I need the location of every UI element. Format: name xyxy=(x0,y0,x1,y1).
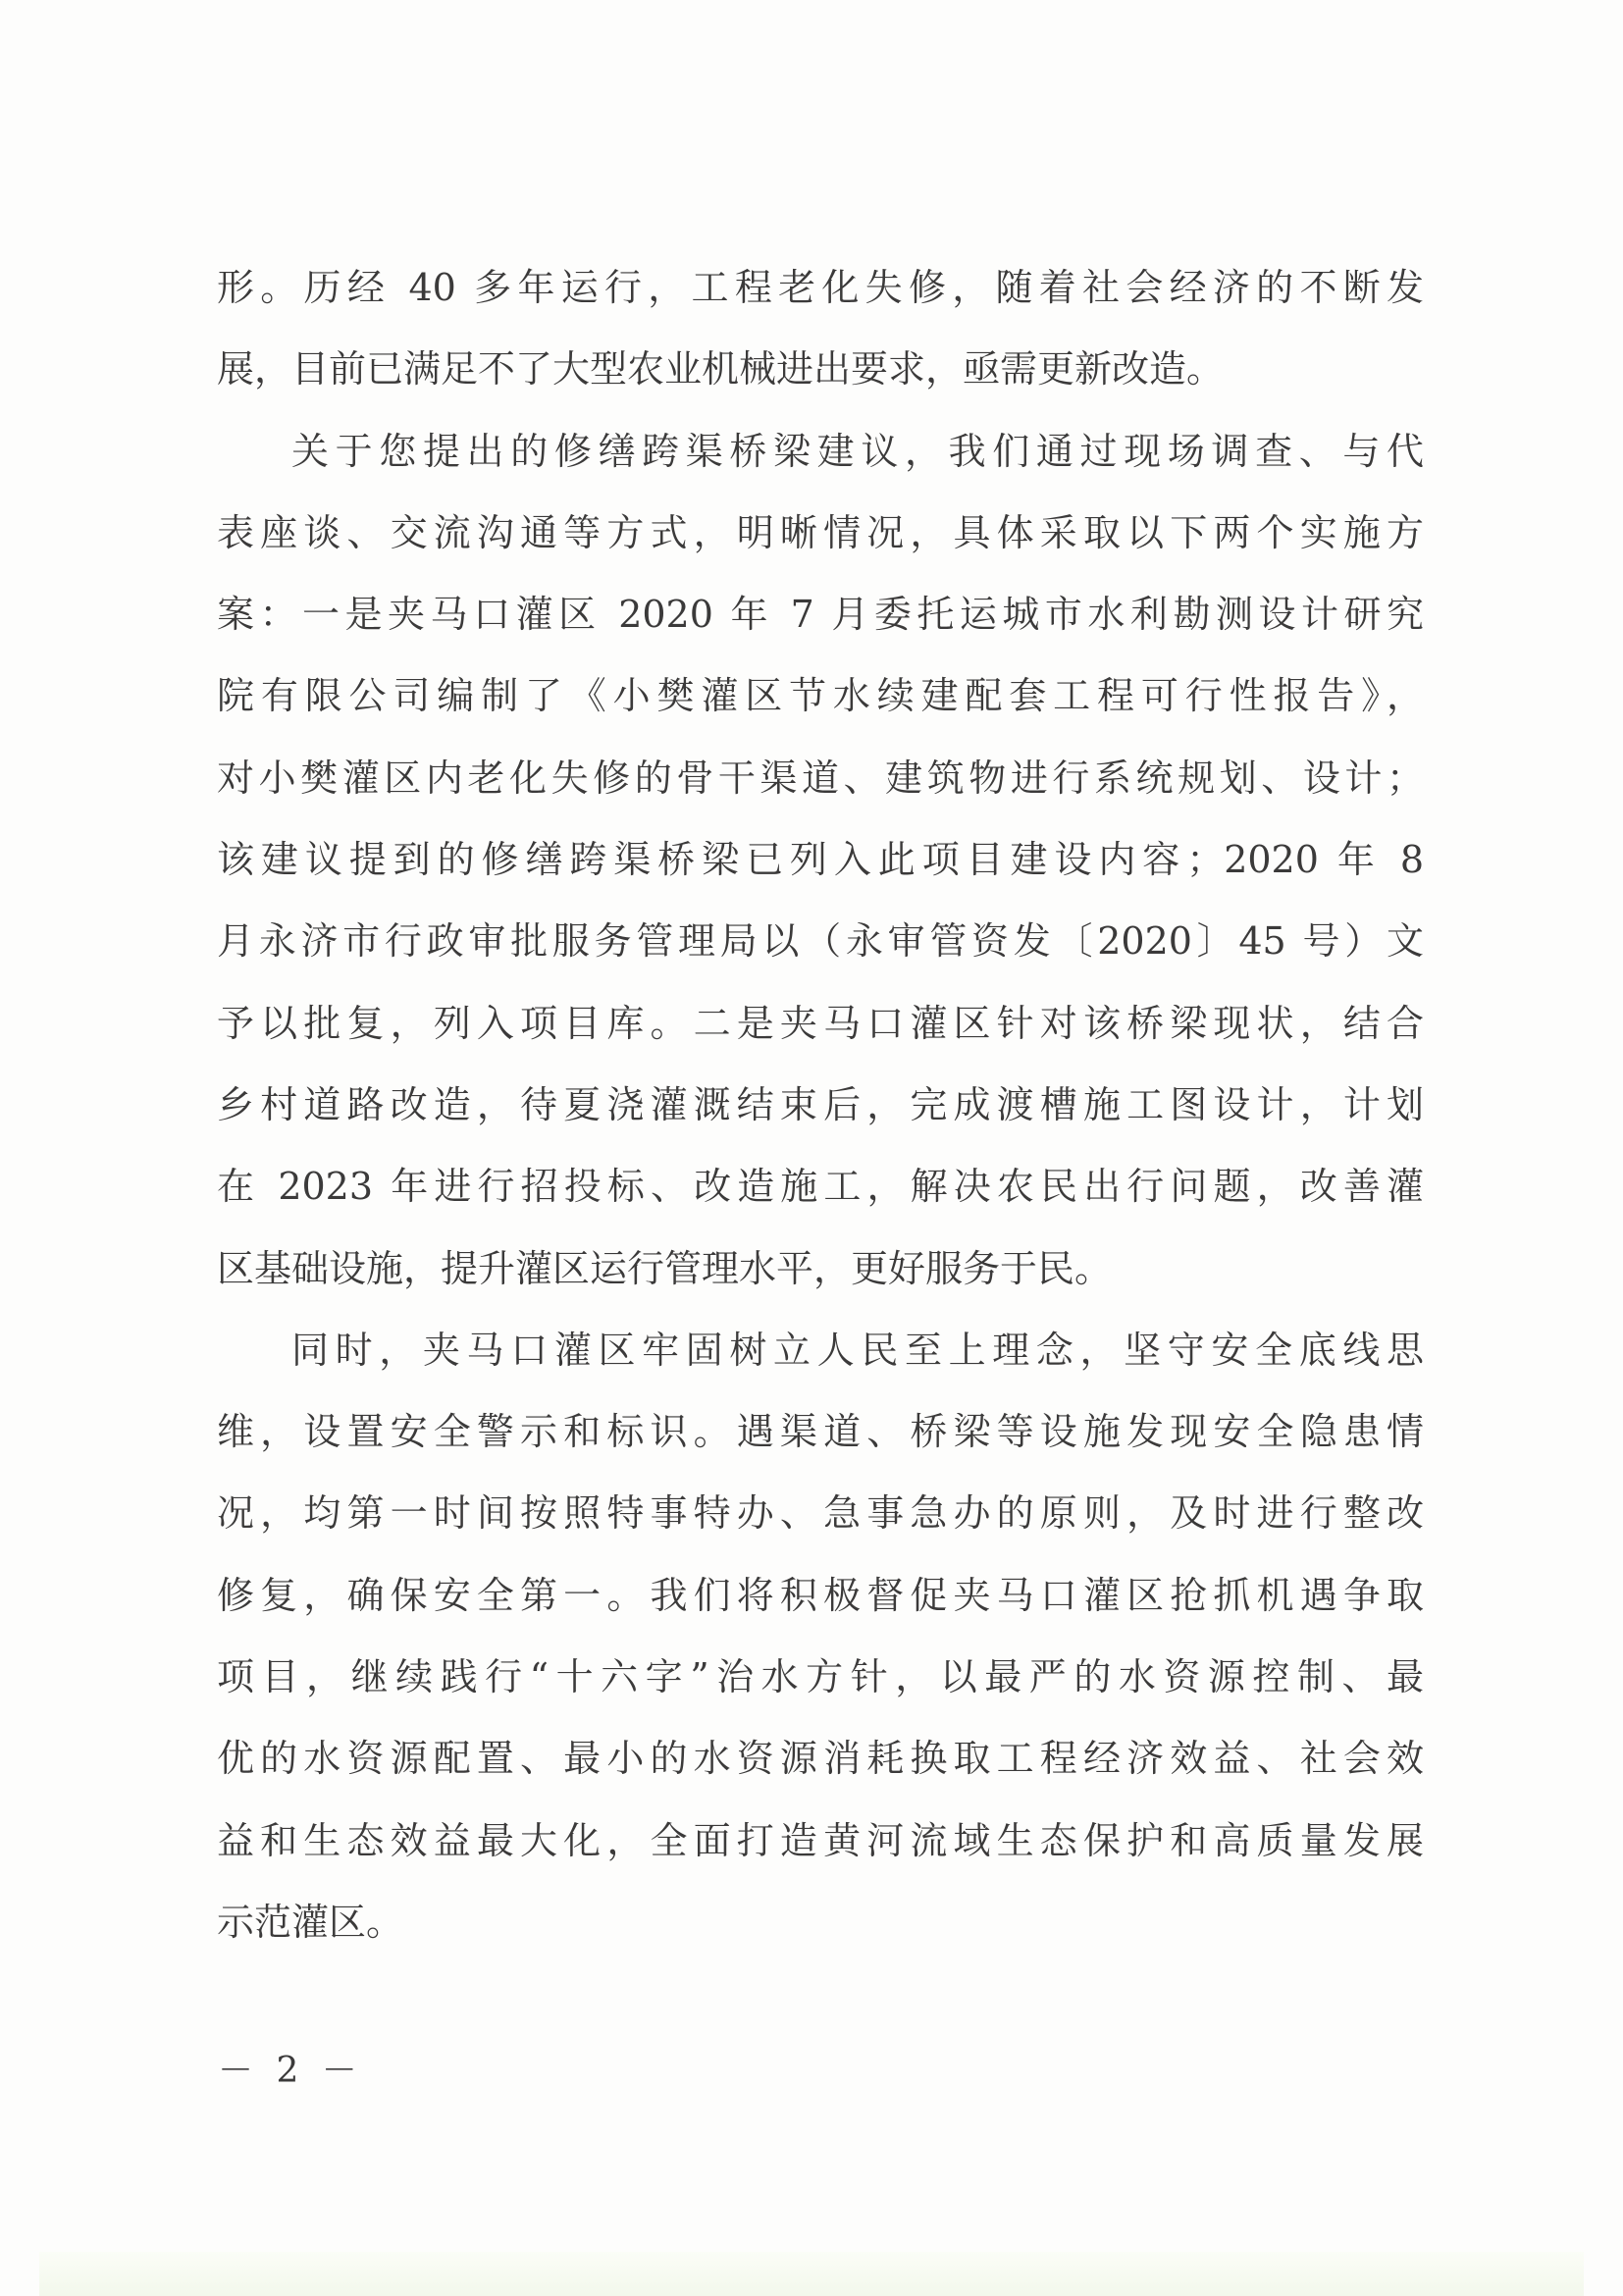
text-line: 在 2023 年进行招投标、改造施工，解决农民出行问题，改善灌 xyxy=(217,1165,1424,1209)
text-line: 对小樊灌区内老化失修的骨干渠道、建筑物进行系统规划、设计； xyxy=(217,756,1424,800)
text-line: 况，均第一时间按照特事特办、急事急办的原则，及时进行整改 xyxy=(217,1491,1424,1536)
text-line: 该建议提到的修缮跨渠桥梁已列入此项目建设内容；2020 年 8 xyxy=(217,838,1424,882)
text-line: 优的水资源配置、最小的水资源消耗换取工程经济效益、社会效 xyxy=(217,1737,1424,1781)
document-body xyxy=(217,247,1424,1963)
text-line: 月永济市行政审批服务管理局以（永审管资发〔2020〕45 号）文 xyxy=(217,919,1424,964)
text-line: 展，目前已满足不了大型农业机械进出要求，亟需更新改造。 xyxy=(217,347,1225,391)
text-line: 修复，确保安全第一。我们将积极督促夹马口灌区抢抓机遇争取 xyxy=(217,1573,1424,1617)
scan-edge xyxy=(39,2252,1584,2296)
text-line: 示范灌区。 xyxy=(217,1900,404,1944)
text-line: 关于您提出的修缮跨渠桥梁建议，我们通过现场调查、与代 xyxy=(291,429,1424,473)
text-line: 形。历经 40 多年运行，工程老化失修，随着社会经济的不断发 xyxy=(217,266,1424,309)
text-line: 益和生态效益最大化，全面打造黄河流域生态保护和高质量发展 xyxy=(217,1818,1424,1862)
text-line: 维，设置安全警示和标识。遇渠道、桥梁等设施发现安全隐患情 xyxy=(217,1410,1424,1454)
text-line: 区基础设施，提升灌区运行管理水平，更好服务于民。 xyxy=(217,1246,1113,1290)
text-line: 项目，继续践行“十六字”治水方针，以最严的水资源控制、最 xyxy=(217,1655,1424,1699)
text-line: 案：一是夹马口灌区 2020 年 7 月委托运城市水利勘测设计研究 xyxy=(217,593,1424,637)
text-line: 表座谈、交流沟通等方式，明晰情况，具体采取以下两个实施方 xyxy=(217,510,1424,554)
text-line: 乡村道路改造，待夏浇灌溉结束后，完成渡槽施工图设计，计划 xyxy=(217,1082,1424,1126)
text-line: 予以批复，列入项目库。二是夹马口灌区针对该桥梁现状，结合 xyxy=(217,1001,1424,1045)
page-number: － 2 － xyxy=(218,2051,363,2091)
text-line: 院有限公司编制了《小樊灌区节水续建配套工程可行性报告》， xyxy=(217,674,1424,718)
text-line: 同时，夹马口灌区牢固树立人民至上理念，坚守安全底线思 xyxy=(291,1328,1424,1372)
